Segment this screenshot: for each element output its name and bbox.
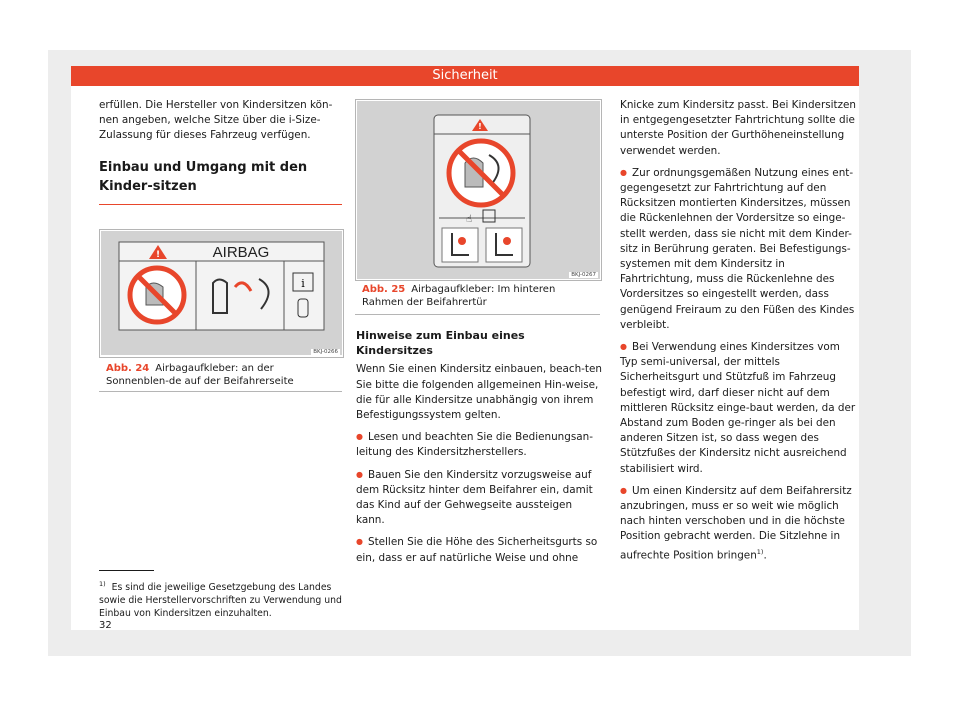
- intro-paragraph: Wenn Sie einen Kindersitz einbauen, beach-ten Sie bitte die folgenden allgemeinen Hin-weise, die für alle Kindersitze unabhängig von ihrem Befestigungssystem gelten.: [356, 363, 602, 422]
- bullet-item: [620, 484, 860, 563]
- figure-25-image: [357, 101, 600, 279]
- airbag-door-sticker-illustration: [357, 101, 600, 279]
- figure-code: BKJ-0267: [571, 272, 596, 278]
- intro-paragraph: erfüllen. Die Hersteller von Kindersitzen kön-nen angeben, welche Sitze über die i-Size-Zulassung für dieses Fahrzeug verfügen.: [99, 99, 333, 142]
- svg-text:AIRBAG: AIRBAG: [212, 244, 270, 261]
- column-left: [99, 98, 342, 205]
- svg-text:!: !: [155, 250, 161, 260]
- sentence-end: .: [763, 549, 767, 562]
- footnote-text: Es sind die jeweilige Gesetzgebung des Landes sowie die Herstellervorschriften zu Verwendung und Einbau von Kindersitzen einzuhalten.: [99, 582, 342, 620]
- section-header: Sicherheit: [71, 66, 859, 86]
- figure-24-image: [101, 231, 342, 355]
- bullet-item: ● Lesen und beachten Sie die Bedienungsan-leitung des Kindersitzherstellers.: [356, 430, 602, 460]
- airbag-sticker-illustration: [101, 231, 342, 355]
- bullet-item: ● Bauen Sie den Kindersitz vorzugsweise auf dem Rücksitz hinter dem Beifahrer ein, damit das Kind auf der Gehwegseite aussteigen kann.: [356, 468, 602, 529]
- caption-text: Airbagaufkleber: Im hinteren Rahmen der Beifahrertür: [362, 284, 556, 308]
- bullet-item: ● Zur ordnungsgemäßen Nutzung eines ent-gegengesetzt zur Fahrtrichtung auf den Rücksitzen montierten Kindersitzes, müssen die Rückenlehnen der Vordersitze so einge-stellt werden, dass sie nicht mit dem Kinder-sitz in Berührung geraten. Bei Befestigungs-systemen mit dem Kindersitz in Fahrtrichtung, muss die Rückenlehne des Vordersitzes so eingestellt werden, dass genügend Freiraum zu den Füßen des Kindes verbleibt.: [620, 166, 860, 333]
- footnote-reference: 1): [756, 547, 764, 556]
- bullet-item: ● Bei Verwendung eines Kindersitzes vom Typ semi-universal, der mittels Sicherheitsgurt und Stützfuß im Fahrzeug befestigt wird, darf dieser nicht auf dem mittleren Rücksitz einge-baut werden, da der Abstand zum Boden ge-ringer als bei den anderen Sitzen ist, so dass wegen des Stützfußes der Kindersitz nicht ausreichend stabilisiert wird.: [620, 340, 860, 477]
- section-heading: Einbau und Umgang mit den Kinder-sitzen: [99, 158, 342, 205]
- figure-code: BKJ-0266: [313, 349, 338, 355]
- column-middle: [356, 318, 602, 573]
- svg-text:i: i: [301, 277, 305, 290]
- figure-number: Abb. 25: [362, 284, 406, 295]
- bullet-item: ● Stellen Sie die Höhe des Sicherheitsgurts so ein, dass er auf natürliche Weise und ohne: [356, 535, 602, 565]
- figure-24-caption: [106, 362, 338, 388]
- figure-number: Abb. 24: [106, 363, 150, 374]
- subsection-heading: Hinweise zum Einbau eines Kindersitzes: [356, 329, 525, 358]
- footnote-divider: [99, 570, 154, 571]
- page-number: 32: [99, 620, 112, 631]
- figure-25: [355, 99, 602, 281]
- figure-25-caption: [362, 283, 594, 309]
- caption-text: Airbagaufkleber: an der Sonnenblen-de auf der Beifahrerseite: [106, 363, 294, 387]
- figure-divider: [355, 314, 600, 315]
- bullet-text: Um einen Kindersitz auf dem Beifahrersitz anzubringen, muss er so weit wie möglich nach hinten verschoben und in die höchste Position gebracht werden. Die Sitzlehne in aufrechte Position bringen: [620, 484, 852, 562]
- footnote: [99, 578, 344, 620]
- figure-divider: [99, 391, 342, 392]
- svg-text:☝: ☝: [465, 214, 473, 225]
- svg-text:!: !: [478, 122, 482, 131]
- continued-paragraph: Knicke zum Kindersitz passt. Bei Kindersitzen in entgegengesetzter Fahrtrichtung sollte die unterste Position der Gurthöheneinstellung verwendet werden.: [620, 99, 857, 157]
- column-right: [620, 98, 860, 570]
- figure-24: [99, 229, 344, 358]
- footnote-mark: 1): [99, 580, 106, 588]
